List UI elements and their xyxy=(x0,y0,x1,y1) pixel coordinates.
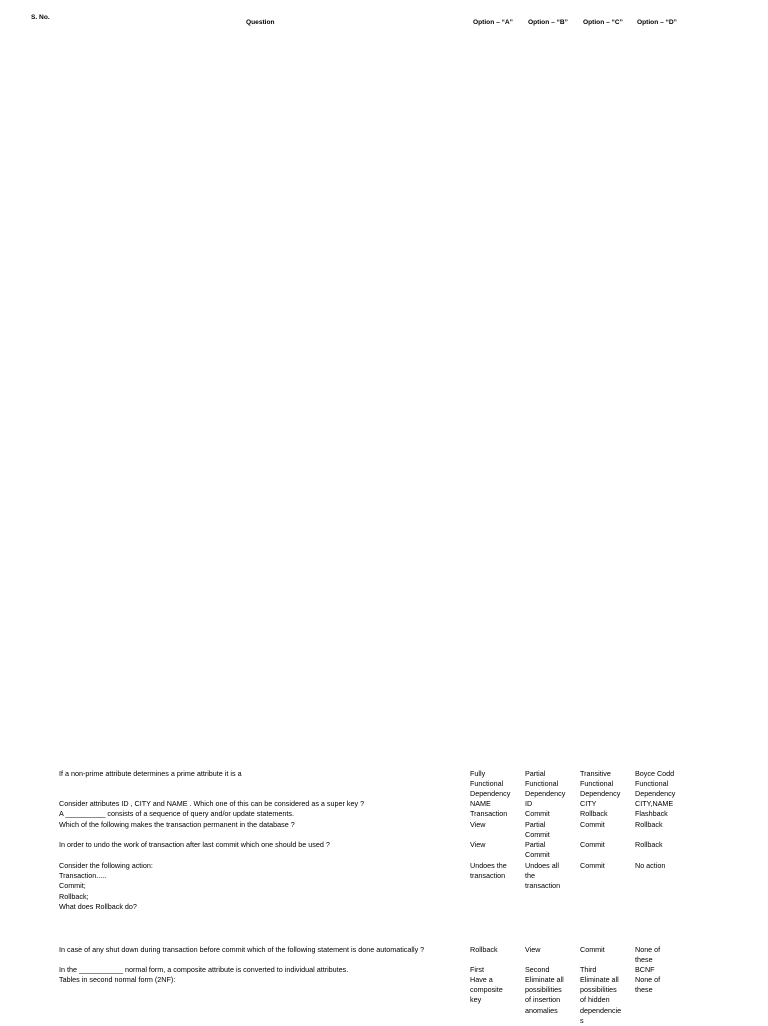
option-b-line: transaction xyxy=(525,881,561,891)
option-a-line: Fully xyxy=(470,769,486,778)
option-d xyxy=(635,965,685,975)
header-option-b: Option – “B” xyxy=(528,19,568,26)
option-d-line: CITY,NAME xyxy=(635,799,674,808)
option-c-line: Commit xyxy=(580,840,605,849)
option-c-line: Commit xyxy=(580,820,605,829)
option-a-line: Functional xyxy=(470,779,504,789)
option-a xyxy=(470,820,520,830)
option-c-line: possibilities xyxy=(580,985,617,995)
option-d-line: Dependency xyxy=(635,789,676,799)
option-a xyxy=(470,840,520,850)
option-a-line: Transaction xyxy=(470,809,508,818)
option-a xyxy=(470,799,520,809)
option-b-line: possibilities xyxy=(525,985,562,995)
option-d-line: Flashback xyxy=(635,809,668,818)
option-c-line: Transitive xyxy=(580,769,611,778)
option-a-line: composite xyxy=(470,985,503,995)
option-b xyxy=(525,809,575,819)
option-a xyxy=(470,975,520,1006)
question-text xyxy=(59,861,464,912)
option-b-line: of insertion xyxy=(525,995,561,1005)
option-d-line: None of xyxy=(635,975,661,984)
option-b-line: Commit xyxy=(525,830,550,840)
option-b-line: ID xyxy=(525,799,533,808)
option-c-line: Functional xyxy=(580,779,614,789)
option-b xyxy=(525,945,575,955)
option-b-line: Partial xyxy=(525,840,546,849)
option-d xyxy=(635,840,685,850)
header-question: Question xyxy=(246,19,275,26)
header-sno: S. No. xyxy=(31,14,50,21)
option-b xyxy=(525,861,575,892)
option-c xyxy=(580,965,630,975)
option-b-line: anomalies xyxy=(525,1005,558,1015)
question-text-line: If a non-prime attribute determines a prime attribute it is a xyxy=(59,769,242,778)
option-c-line: Dependency xyxy=(580,789,621,799)
option-b-line: Second xyxy=(525,965,550,974)
option-c xyxy=(580,769,630,800)
option-a-line: View xyxy=(470,820,486,829)
option-c xyxy=(580,820,630,830)
option-d xyxy=(635,769,685,800)
question-text-line: What does Rollback do? xyxy=(59,901,137,911)
option-d xyxy=(635,945,685,965)
option-b-line: Commit xyxy=(525,850,550,860)
option-c-line: dependencie xyxy=(580,1005,622,1015)
option-a-line: First xyxy=(470,965,484,974)
question-text xyxy=(59,809,464,819)
option-c-line: CITY xyxy=(580,799,597,808)
question-text-line: In case of any shut down during transaction before commit which of the following statement is done automatically ? xyxy=(59,945,425,954)
question-text xyxy=(59,799,464,809)
option-c-line: Commit xyxy=(580,945,605,954)
option-a xyxy=(470,861,520,881)
question-text xyxy=(59,769,464,779)
option-c xyxy=(580,840,630,850)
option-b-line: Undoes all xyxy=(525,861,559,870)
option-b-line: Functional xyxy=(525,779,559,789)
option-d-line: Rollback xyxy=(635,840,663,849)
option-c-line: Eliminate all xyxy=(580,975,619,984)
option-a-line: View xyxy=(470,840,486,849)
option-d-line: Functional xyxy=(635,779,669,789)
option-b xyxy=(525,799,575,809)
option-a-line: Undoes the xyxy=(470,861,507,870)
option-c-line: Commit xyxy=(580,861,605,870)
question-text xyxy=(59,965,464,975)
option-b xyxy=(525,769,575,800)
option-d xyxy=(635,975,685,995)
option-d-line: these xyxy=(635,985,653,995)
option-a-line: Dependency xyxy=(470,789,511,799)
option-b xyxy=(525,965,575,975)
option-d xyxy=(635,799,685,809)
question-text-line: Consider attributes ID , CITY and NAME . Which one of this can be considered as a super key ? xyxy=(59,799,365,808)
option-c-line: s xyxy=(580,1015,584,1025)
option-a-line: Have a xyxy=(470,975,493,984)
question-text-line: In the ___________ normal form, a composite attribute is converted to individual attributes. xyxy=(59,965,349,974)
option-b-line: Partial xyxy=(525,769,546,778)
header-option-d: Option – “D” xyxy=(637,19,677,26)
option-a xyxy=(470,945,520,955)
option-c xyxy=(580,799,630,809)
question-text-line: A __________ consists of a sequence of query and/or update statements. xyxy=(59,809,294,818)
option-a-line: key xyxy=(470,995,482,1005)
option-c xyxy=(580,861,630,871)
option-c xyxy=(580,809,630,819)
option-d xyxy=(635,861,685,871)
option-d xyxy=(635,820,685,830)
option-b xyxy=(525,840,575,860)
option-d-line: None of xyxy=(635,945,661,954)
option-a-line: Rollback xyxy=(470,945,498,954)
option-d-line: No action xyxy=(635,861,666,870)
option-a xyxy=(470,769,520,800)
option-c xyxy=(580,975,630,1026)
option-c-line: Third xyxy=(580,965,597,974)
question-text-line: Consider the following action: xyxy=(59,861,153,870)
option-b-line: Partial xyxy=(525,820,546,829)
option-c-line: Rollback xyxy=(580,809,608,818)
option-a xyxy=(470,965,520,975)
question-text xyxy=(59,975,464,985)
option-a-line: NAME xyxy=(470,799,491,808)
question-text-line: Transaction..... xyxy=(59,871,107,881)
question-text xyxy=(59,840,464,850)
option-c-line: of hidden xyxy=(580,995,610,1005)
option-b-line: View xyxy=(525,945,541,954)
question-text xyxy=(59,945,464,955)
option-b-line: Eliminate all xyxy=(525,975,564,984)
option-d-line: BCNF xyxy=(635,965,655,974)
question-text-line: In order to undo the work of transaction after last commit which one should be used ? xyxy=(59,840,330,849)
question-text-line: Which of the following makes the transaction permanent in the database ? xyxy=(59,820,295,829)
question-text-line: Rollback; xyxy=(59,891,89,901)
option-b xyxy=(525,975,575,1016)
option-d-line: these xyxy=(635,955,653,965)
option-c xyxy=(580,945,630,955)
option-a-line: transaction xyxy=(470,871,506,881)
option-b-line: the xyxy=(525,871,535,881)
option-a xyxy=(470,809,520,819)
option-d-line: Rollback xyxy=(635,820,663,829)
option-b-line: Dependency xyxy=(525,789,566,799)
question-text xyxy=(59,820,464,830)
option-b xyxy=(525,820,575,840)
question-text-line: Commit; xyxy=(59,881,86,891)
option-b-line: Commit xyxy=(525,809,550,818)
option-d-line: Boyce Codd xyxy=(635,769,675,778)
header-option-c: Option – “C” xyxy=(583,19,623,26)
header-option-a: Option – “A” xyxy=(473,19,513,26)
question-text-line: Tables in second normal form (2NF): xyxy=(59,975,176,984)
option-d xyxy=(635,809,685,819)
